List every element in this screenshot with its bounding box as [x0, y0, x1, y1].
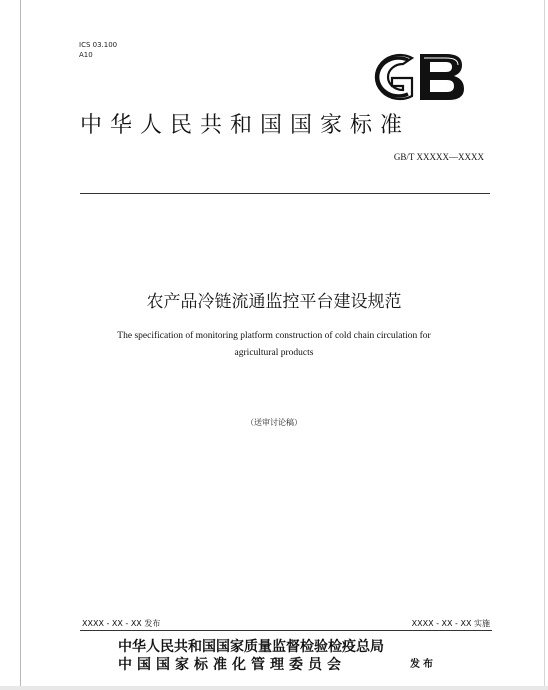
publish-label: 发布 [410, 659, 436, 670]
page-right-edge [544, 0, 545, 690]
english-title-line2: agricultural products [234, 348, 314, 358]
standard-number: GB/T XXXXX—XXXX [393, 152, 484, 162]
draft-status: （送审讨论稿） [246, 418, 302, 427]
standard-type-heading: 中华人民共和国国家标准 [80, 113, 411, 138]
footer-divider [80, 630, 492, 631]
english-title-line1: The specification of monitoring platform construction of cold chain circulation for [117, 331, 431, 341]
issuing-authorities [118, 638, 384, 674]
gb-logo [366, 50, 466, 104]
ics-code: ICS 03.100 [79, 41, 118, 49]
issuer-line1: 中华人民共和国国家质量监督检验检疫总局 [118, 639, 384, 655]
page-bottom-band [0, 686, 548, 690]
english-title [50, 328, 498, 362]
header-divider [80, 193, 490, 194]
chinese-title: 农产品冷链流通监控平台建设规范 [146, 292, 402, 312]
issuer-line2: 中国国家标准化管理委员会 [118, 657, 346, 673]
page-left-edge [20, 0, 21, 690]
classification-codes [79, 40, 117, 60]
ccs-code: A10 [79, 51, 93, 59]
implementation-date: XXXX - XX - XX 实施 [411, 619, 490, 628]
issue-date: XXXX - XX - XX 发布 [82, 619, 161, 628]
